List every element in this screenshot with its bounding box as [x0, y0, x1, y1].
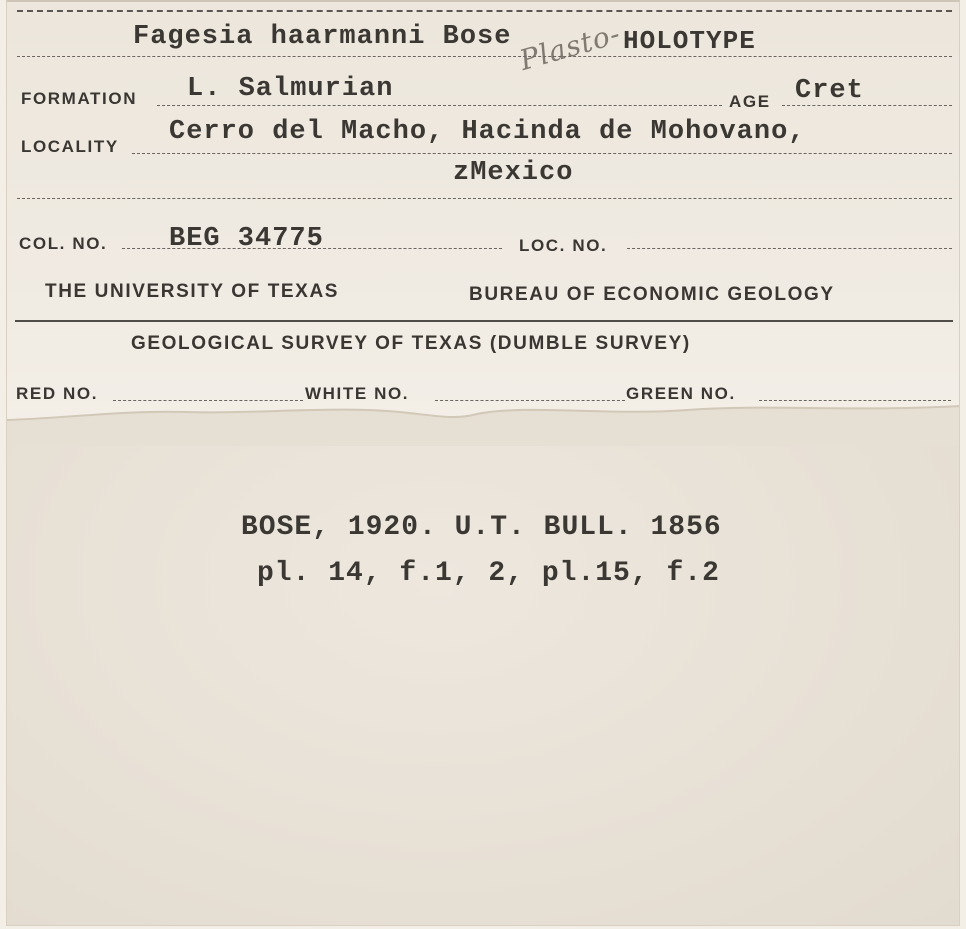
- col-no-rule: [122, 248, 502, 249]
- age-label: AGE: [729, 92, 771, 111]
- green-no-rule: [759, 400, 951, 401]
- institution-left: THE UNIVERSITY OF TEXAS: [45, 281, 340, 302]
- formation-value: L. Salmurian: [187, 74, 394, 104]
- white-no-label: WHITE NO.: [305, 384, 410, 403]
- top-rule: [17, 10, 952, 12]
- age-rule: [782, 105, 952, 106]
- loc-no-label: LOC. NO.: [519, 236, 608, 255]
- age-value: Cret: [795, 76, 864, 106]
- type-status: HOLOTYPE: [623, 26, 756, 56]
- loc-no-rule: [627, 248, 952, 249]
- institution-right: BUREAU OF ECONOMIC GEOLOGY: [469, 284, 835, 305]
- locality-rule-2: [17, 198, 952, 199]
- formation-label: FORMATION: [21, 89, 138, 108]
- specimen-label-card: [6, 0, 960, 926]
- handwritten-annotation: Plasto-: [515, 16, 625, 77]
- locality-label: LOCALITY: [21, 137, 119, 156]
- reference-line-2: pl. 14, f.1, 2, pl.15, f.2: [257, 558, 720, 589]
- card-lower-section: [7, 432, 960, 926]
- torn-paper-edge: [7, 400, 960, 446]
- card-upper-section: [7, 2, 960, 442]
- formation-rule: [157, 105, 722, 106]
- red-no-label: RED NO.: [16, 384, 99, 403]
- locality-rule-1: [132, 153, 952, 154]
- col-no-label: COL. NO.: [19, 234, 108, 253]
- survey-heading: GEOLOGICAL SURVEY OF TEXAS (DUMBLE SURVEY): [131, 333, 691, 354]
- species-rule: [17, 56, 952, 57]
- species-name: Fagesia haarmanni Bose: [133, 22, 512, 52]
- red-no-rule: [113, 400, 303, 401]
- green-no-label: GREEN NO.: [626, 384, 736, 403]
- locality-line-2: zMexico: [453, 158, 574, 188]
- col-no-value: BEG 34775: [169, 224, 324, 254]
- institution-rule: [15, 320, 953, 322]
- reference-line-1: BOSE, 1920. U.T. BULL. 1856: [241, 512, 722, 543]
- white-no-rule: [435, 400, 625, 401]
- locality-line-1: Cerro del Macho, Hacinda de Mohovano,: [169, 117, 806, 147]
